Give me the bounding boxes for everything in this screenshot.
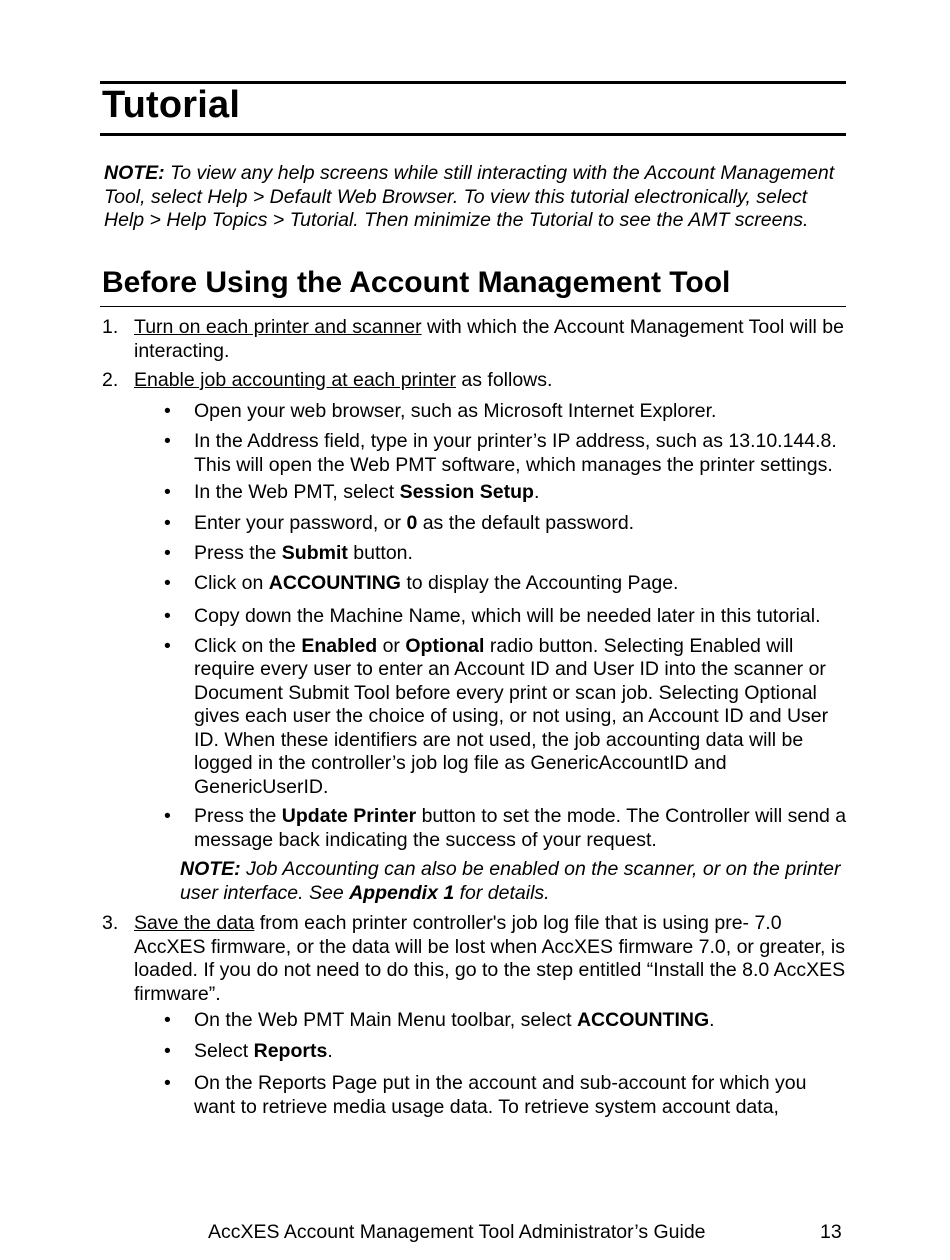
accounting-note — [102, 858, 850, 905]
list-item — [102, 1072, 850, 1119]
text: Enter your password, or — [194, 511, 407, 534]
page-title: Tutorial — [102, 84, 241, 126]
list-item — [102, 430, 850, 477]
list-item-text: In the Address field, type in your printer’s IP address, such as 13.10.144.8. This will open the Web PMT software, which manages the printer settings. — [194, 430, 837, 476]
step-text: as follows. — [455, 369, 553, 391]
step-2-bullets — [102, 400, 850, 853]
bullet-icon: • — [164, 605, 171, 627]
ui-term: Reports — [253, 1039, 328, 1062]
bullet-icon: • — [164, 430, 171, 452]
step-text: from each printer controller's job log file that is using pre- 7.0 AccXES firmware, or the data will be lost when AccXES firmware 7.0, or greater, is loaded. If you do not need to do this, go to the step entitled “Install the 8.0 AccXES firmware”. — [134, 912, 846, 1005]
text: button to set the mode. The Controller will send a message back indicating the success of your request. — [194, 805, 847, 851]
list-item — [102, 1009, 850, 1033]
bullet-icon: • — [164, 481, 171, 503]
title-bottom-rule — [100, 133, 846, 136]
text: . — [533, 481, 540, 503]
bullet-icon: • — [164, 1039, 171, 1062]
list-item — [102, 805, 850, 852]
note-label: NOTE: — [104, 162, 165, 184]
text: On the Web PMT Main Menu toolbar, select — [194, 1009, 577, 1031]
help-note — [104, 162, 849, 233]
note-text: To view any help screens while still interacting with the Account Management Tool, select Help > Default Web Browser. To view this tutorial electronically, select Help > Help Topics > Tutorial. Then minimize the Tutorial to see the AMT screens. — [104, 162, 835, 231]
bullet-icon: • — [164, 805, 171, 827]
step-title: Enable job accounting at each printer — [134, 369, 456, 391]
list-item — [102, 512, 850, 536]
step-title: Save the data — [134, 912, 255, 934]
section-rule — [100, 306, 846, 307]
ui-term: ACCOUNTING — [576, 1009, 710, 1031]
bullet-icon: • — [164, 571, 171, 594]
step-2 — [102, 369, 850, 393]
step-text: with which the Account Management Tool will be interacting. — [134, 316, 844, 362]
ui-term: Optional — [405, 634, 485, 657]
step-title: Turn on each printer and scanner — [134, 316, 422, 338]
step-3 — [102, 912, 850, 1006]
list-item — [102, 481, 850, 505]
text: . — [709, 1009, 715, 1031]
text: to display the Accounting Page. — [400, 571, 679, 594]
ui-term: Session Setup — [399, 481, 534, 503]
ui-term: 0 — [406, 511, 418, 534]
list-item — [102, 542, 850, 566]
step-1 — [102, 316, 850, 363]
text: Click on the — [194, 634, 302, 657]
text: as the default password. — [417, 511, 635, 534]
text: Click on — [194, 571, 269, 594]
bullet-icon: • — [164, 511, 171, 534]
text: In the Web PMT, select — [194, 481, 400, 503]
ui-term: Submit — [281, 542, 348, 564]
bullet-icon: • — [164, 1072, 171, 1094]
text: for details. — [454, 881, 550, 904]
page-number: 13 — [820, 1221, 842, 1243]
bullet-icon: • — [164, 634, 171, 657]
text: or — [377, 634, 406, 657]
ui-term: ACCOUNTING — [268, 571, 401, 594]
step-number: 2. — [102, 369, 119, 391]
bullet-icon: • — [164, 1009, 171, 1031]
ui-term: Update Printer — [281, 805, 417, 827]
ui-term: Enabled — [301, 634, 378, 657]
text: Job Accounting can also be enabled on the scanner, or on the printer user interface. See — [180, 858, 841, 904]
list-item — [102, 605, 850, 629]
list-item-text: Open your web browser, such as Microsoft Internet Explorer. — [194, 399, 717, 422]
note-label: NOTE: — [180, 858, 241, 880]
list-item-text: Copy down the Machine Name, which will be needed later in this tutorial. — [194, 605, 821, 627]
text: Select — [194, 1039, 254, 1062]
list-item-text: On the Reports Page put in the account and sub-account for which you want to retrieve media usage data. To retrieve system account data, — [194, 1072, 807, 1118]
list-item — [102, 572, 850, 596]
list-item — [102, 635, 850, 800]
steps-list — [102, 316, 850, 1119]
step-number: 3. — [102, 912, 119, 934]
step-number: 1. — [102, 316, 119, 338]
step-3-bullets — [102, 1009, 850, 1119]
section-heading: Before Using the Account Management Tool — [102, 266, 731, 299]
text: Press the — [194, 542, 282, 564]
list-item — [102, 1040, 850, 1064]
text: Press the — [194, 805, 282, 827]
bullet-icon: • — [164, 542, 171, 564]
text: radio button. Selecting Enabled will require every user to enter an Account ID and User ID into the scanner or Document Submit Tool before every print or scan job. Selecting Optional gives each user the choice of using, or not using, an Account ID and User ID. When these identifiers are not used, the job accounting data will be logged in the controller’s job log file as GenericAccountID and GenericUserID. — [194, 634, 829, 798]
footer-title: AccXES Account Management Tool Administrator’s Guide — [208, 1221, 706, 1243]
text: . — [327, 1039, 333, 1062]
appendix-reference: Appendix 1 — [349, 881, 455, 904]
text: button. — [347, 542, 413, 564]
list-item — [102, 400, 850, 424]
bullet-icon: • — [164, 399, 171, 422]
